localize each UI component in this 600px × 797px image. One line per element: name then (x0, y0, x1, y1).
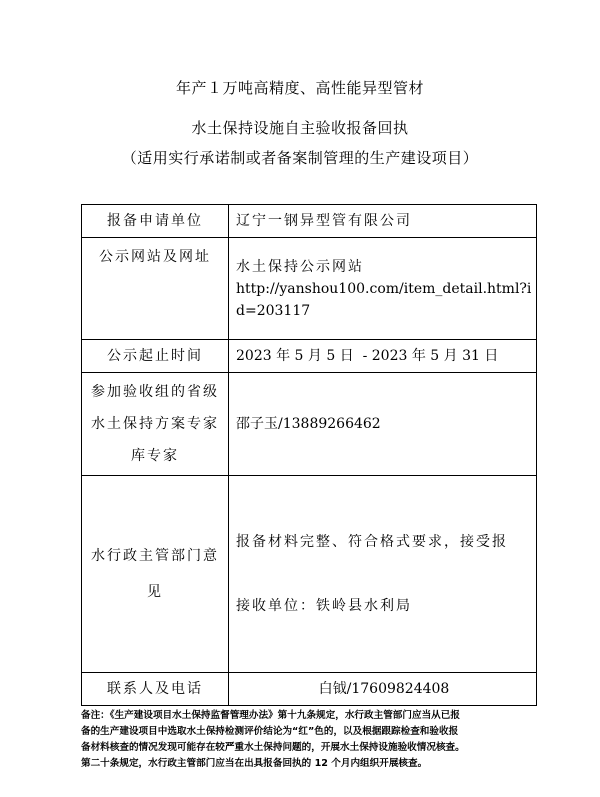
opinion-cell (229, 476, 537, 673)
document-title-line3: （适用实行承诺制或者备案制管理的生产建设项目） (121, 149, 479, 167)
opinion-label: 水行政主管部门意见 (82, 476, 229, 673)
contact-value: 白钺/17609824408 (229, 673, 537, 706)
expert-label: 参加验收组的省级水土保持方案专家库专家 (82, 373, 229, 476)
period-value: 2023 年 5 月 5 日 - 2023 年 5 月 31 日 (229, 340, 537, 373)
row-opinion (82, 476, 537, 673)
row-contact (82, 673, 537, 706)
period-label: 公示起止时间 (82, 340, 229, 373)
footnote-line2: 备的生产建设项目中选取水土保持检测评价结论为“红”色的，以及根据跟踪检查和验收报 (81, 726, 459, 737)
row-applicant (82, 205, 537, 238)
row-expert (82, 373, 537, 476)
receiving-unit: 接收单位：铁岭县水利局 (236, 598, 412, 614)
row-website (82, 238, 537, 340)
website-url: http://yanshou100.com/item_detail.html?id=203117 (236, 280, 532, 319)
footnote (81, 708, 551, 772)
document-title-line2: 水土保持设施自主验收报备回执 (191, 119, 409, 137)
receipt-form-table (81, 204, 537, 706)
website-cell (229, 238, 537, 340)
applicant-value: 辽宁一钢异型管有限公司 (229, 205, 537, 238)
opinion-text: 报备材料完整、符合格式要求，接受报 (236, 534, 508, 550)
footnote-line3: 备材料核查的情况发现可能存在较严重水土保持问题的，开展水土保持设施验收情况核查。 (81, 742, 465, 753)
expert-value: 邵子玉/13889266462 (229, 373, 537, 476)
applicant-label: 报备申请单位 (82, 205, 229, 238)
website-name: 水土保持公示网站 (236, 258, 364, 275)
document-title-line1: 年产１万吨高精度、高性能异型管材 (175, 79, 424, 97)
contact-label: 联系人及电话 (82, 673, 229, 706)
footnote-line4: 第二十条规定，水行政主管部门应当在出具报备回执的 12 个月内组织开展核查。 (81, 758, 428, 769)
website-label: 公示网站及网址 (82, 238, 229, 340)
row-period (82, 340, 537, 373)
footnote-line1: 备注：《生产建设项目水土保持监督管理办法》第十九条规定，水行政主管部门应当从已报 (81, 710, 460, 721)
